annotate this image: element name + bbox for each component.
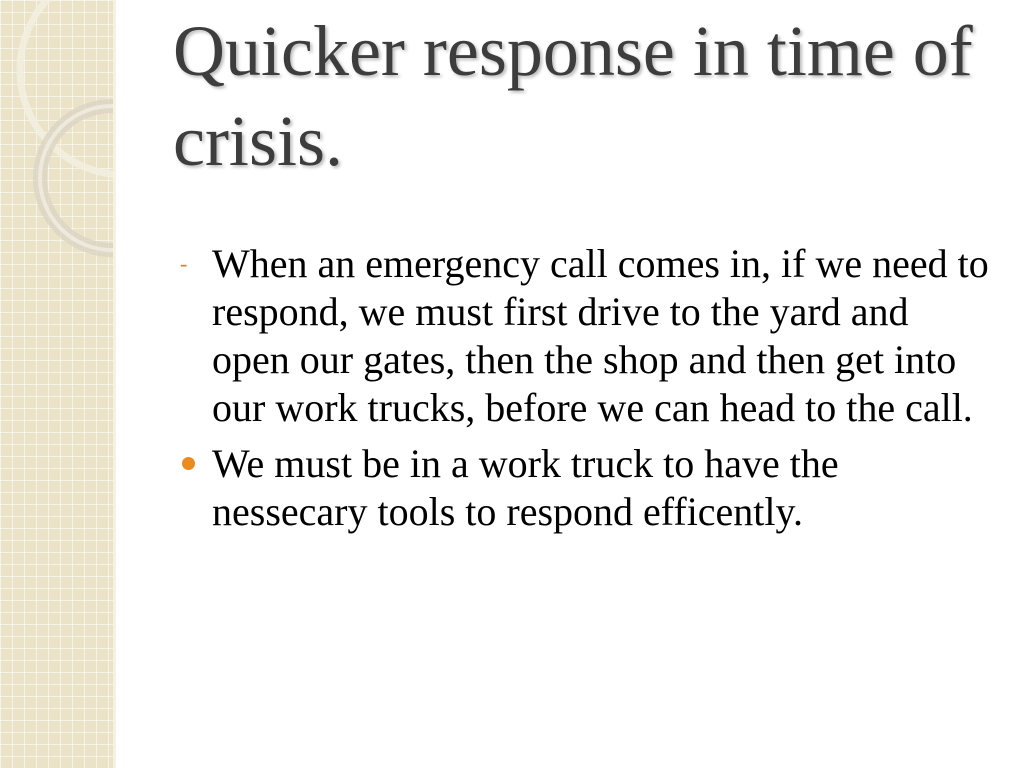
dash-bullet-icon: - [180, 251, 188, 276]
bullet-text: When an emergency call comes in, if we need to respond, we must first drive to the yard and open our gates, then the shop and then get into our work trucks, before we can head to the call. [212, 241, 989, 430]
dot-bullet-icon [182, 457, 195, 470]
bullet-list [175, 240, 995, 544]
bullet-item [175, 240, 995, 432]
sidebar-divider [113, 0, 116, 768]
slide-title: Quicker response in time of crisis. [173, 11, 973, 181]
bullet-text: We must be in a work truck to have the nessecary tools to respond efficently. [212, 441, 839, 534]
decorative-sidebar [0, 0, 113, 768]
decorative-rings-icon [0, 0, 113, 768]
bullet-item [175, 440, 995, 536]
